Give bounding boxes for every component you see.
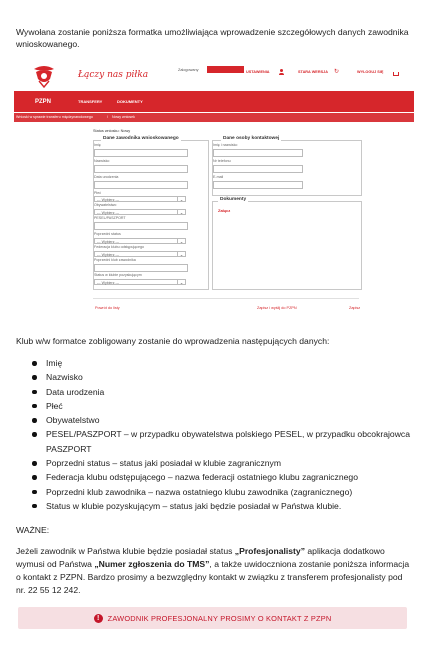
note-part: , a także uwidoczniona zostanie poniższa informacja o kontakt z PZPN. Bardzo prosimy a bezwzględny kontakt w związku z transferem profesjonalisty pod nr. 22 55 12 242.	[16, 559, 410, 595]
main-nav-bar	[14, 91, 414, 112]
nav-dokumenty[interactable]: DOKUMENTY	[117, 99, 143, 104]
bullet	[32, 461, 37, 466]
save-link[interactable]: Zapisz	[349, 306, 361, 310]
exclamation-icon: !	[94, 614, 103, 623]
list-item	[16, 399, 416, 413]
contact-name-input[interactable]	[213, 149, 303, 157]
chevron-down-icon: ⌄	[177, 239, 185, 243]
federation-select-value: --- Wybierz ---	[97, 253, 120, 257]
field-label-nazwisko: Nazwisko	[94, 159, 110, 163]
app-topbar	[14, 61, 414, 93]
field-label-federacja: Federacja klubu odstępującego	[94, 245, 144, 249]
field-label-poprzedni-status: Poprzedni status	[94, 232, 121, 236]
first-name-input[interactable]	[94, 149, 188, 157]
user-name-redacted	[207, 66, 244, 73]
slogan: Łączy nas piłka	[78, 70, 149, 80]
birth-date-input[interactable]	[94, 181, 188, 189]
pzpn-eagle-logo	[30, 65, 58, 89]
breadcrumb-item-nowy: Nowy wniosek	[112, 115, 135, 119]
contact-pzpn-alert	[18, 607, 407, 629]
note-part: Jeżeli zawodnik w Państwa klubie będzie posiadał status	[16, 546, 235, 556]
bullet	[32, 418, 37, 423]
refresh-icon: ↻	[334, 69, 340, 75]
field-label-data-urodzenia: Data urodzenia	[94, 175, 119, 179]
documents-panel	[212, 201, 362, 290]
user-icon	[279, 69, 284, 75]
bullet	[32, 361, 37, 366]
field-label-obywatelstwo: Obywatelstwo	[94, 203, 117, 207]
gender-select-value: --- Wybierz ---	[97, 198, 120, 202]
chevron-down-icon: ⌄	[177, 197, 185, 201]
contact-legend: Dane osoby kontaktowej	[223, 136, 280, 141]
list-item	[16, 470, 416, 484]
previous-status-select-value: --- Wybierz ---	[97, 240, 120, 244]
important-heading: WAŻNE:	[16, 525, 50, 535]
form-screenshot	[14, 61, 414, 323]
list-item	[16, 385, 416, 399]
field-label-plec: Płeć	[94, 191, 101, 195]
field-label-email: E-mail	[213, 175, 224, 179]
list-item-text: Imię	[46, 358, 63, 368]
club-status-select-value: --- Wybierz ---	[97, 281, 120, 285]
note-part: aplikacja dodatkowo wymusi od Państwa	[16, 546, 385, 569]
required-fields-list	[16, 356, 416, 513]
bullet	[32, 490, 37, 495]
list-item	[16, 370, 416, 384]
list-item-text: Obywatelstwo	[46, 415, 100, 426]
citizenship-select-value: --- Wybierz ---	[97, 211, 120, 215]
nav-transfery[interactable]: TRANSFERY	[78, 99, 103, 104]
chevron-down-icon: ⌄	[177, 280, 185, 284]
form-divider	[93, 298, 359, 299]
list-item	[16, 427, 416, 456]
lead-text: Klub w/w formatce zobligowany zostanie do wprowadzenia następujących danych:	[16, 336, 330, 346]
settings-link[interactable]: USTAWIENIA	[246, 70, 270, 74]
list-item	[16, 356, 416, 370]
field-label-poprzedni-klub: Poprzedni klub zawodnika	[94, 258, 136, 262]
field-label-pesel: PESEL/PASZPORT	[94, 216, 126, 220]
list-item	[16, 485, 416, 499]
save-send-link[interactable]: Zapisz i wyślij do PZPN	[257, 306, 297, 310]
note-bold-tms: „Numer zgłoszenia do TMS”	[94, 559, 210, 569]
list-item-text: Poprzedni status – status jaki posiadał w klubie zagranicznym	[46, 458, 282, 469]
list-item-text: Nazwisko	[46, 372, 83, 383]
list-item-text: Status w klubie pozyskującym – status jaki będzie posiadał w Państwa klubie.	[46, 500, 342, 511]
field-label-status-klub: Status w klubie pozyskującym	[94, 273, 142, 277]
chevron-down-icon: ⌄	[177, 252, 185, 256]
previous-club-input[interactable]	[94, 264, 188, 272]
field-label-imie: Imię	[94, 143, 101, 147]
bullet	[32, 504, 37, 509]
back-to-list-link[interactable]: Powrót do listy	[95, 306, 120, 310]
list-item	[16, 413, 416, 427]
federation-select[interactable]	[94, 251, 186, 257]
list-item-text: Płeć	[46, 400, 63, 411]
phone-input[interactable]	[213, 165, 303, 173]
list-item-text: Poprzedni klub zawodnika – nazwa ostatniego klubu zawodnika (zagranicznego)	[46, 486, 353, 497]
bullet	[32, 432, 37, 437]
breadcrumb-item-wnioski[interactable]: Wnioski w sprawie transferu międzynarodowego	[16, 115, 93, 119]
pzpn-logo-text: PZPN	[35, 99, 52, 105]
alert-text: ZAWODNIK PROFESJONALNY PROSIMY O KONTAKT Z PZPN	[107, 613, 332, 623]
list-item-text: PESEL/PASZPORT – w przypadku obywatelstwa polskiego PESEL, w przypadku obcokrajowca PASZPORT	[46, 429, 410, 454]
last-name-input[interactable]	[94, 165, 188, 173]
email-input[interactable]	[213, 181, 303, 189]
note-bold-status: „Profesjonalisty”	[234, 546, 305, 556]
old-version-link[interactable]: STARA WERSJA	[298, 70, 328, 74]
logout-link[interactable]: WYLOGUJ SIĘ	[357, 70, 384, 74]
list-item-text: Data urodzenia	[46, 386, 105, 397]
attach-link[interactable]: Załącz	[218, 208, 231, 213]
list-item	[16, 499, 416, 513]
previous-status-select[interactable]	[94, 238, 186, 244]
citizenship-select[interactable]	[94, 209, 186, 215]
intro-text: Wywołana zostanie poniższa formatka umożliwiająca wprowadzenie szczegółowych danych zawodnika wnioskowanego.	[16, 27, 409, 49]
lock-icon	[393, 72, 399, 76]
player-data-legend: Dane zawodnika wnioskowanego	[103, 136, 179, 141]
request-status: Status wniosku: Nowy	[93, 129, 131, 133]
list-item	[16, 456, 416, 470]
field-label-phone: Nr telefonu	[213, 159, 231, 163]
pesel-passport-input[interactable]	[94, 222, 188, 230]
field-label-contact-name: Imię i nazwisko	[213, 143, 238, 147]
bullet	[32, 375, 37, 380]
breadcrumb-sep: /	[107, 115, 108, 119]
bullet	[32, 475, 37, 480]
club-status-select[interactable]	[94, 279, 186, 285]
documents-legend: Dokumenty	[220, 197, 247, 202]
bullet	[32, 404, 37, 409]
bullet	[32, 390, 37, 395]
logged-label: Zalogowany	[178, 68, 199, 72]
list-item-text: Federacja klubu odstępującego – nazwa federacji ostatniego klubu zagranicznego	[46, 472, 358, 483]
important-note	[16, 545, 414, 597]
chevron-down-icon: ⌄	[177, 210, 185, 214]
gender-select[interactable]	[94, 196, 186, 202]
